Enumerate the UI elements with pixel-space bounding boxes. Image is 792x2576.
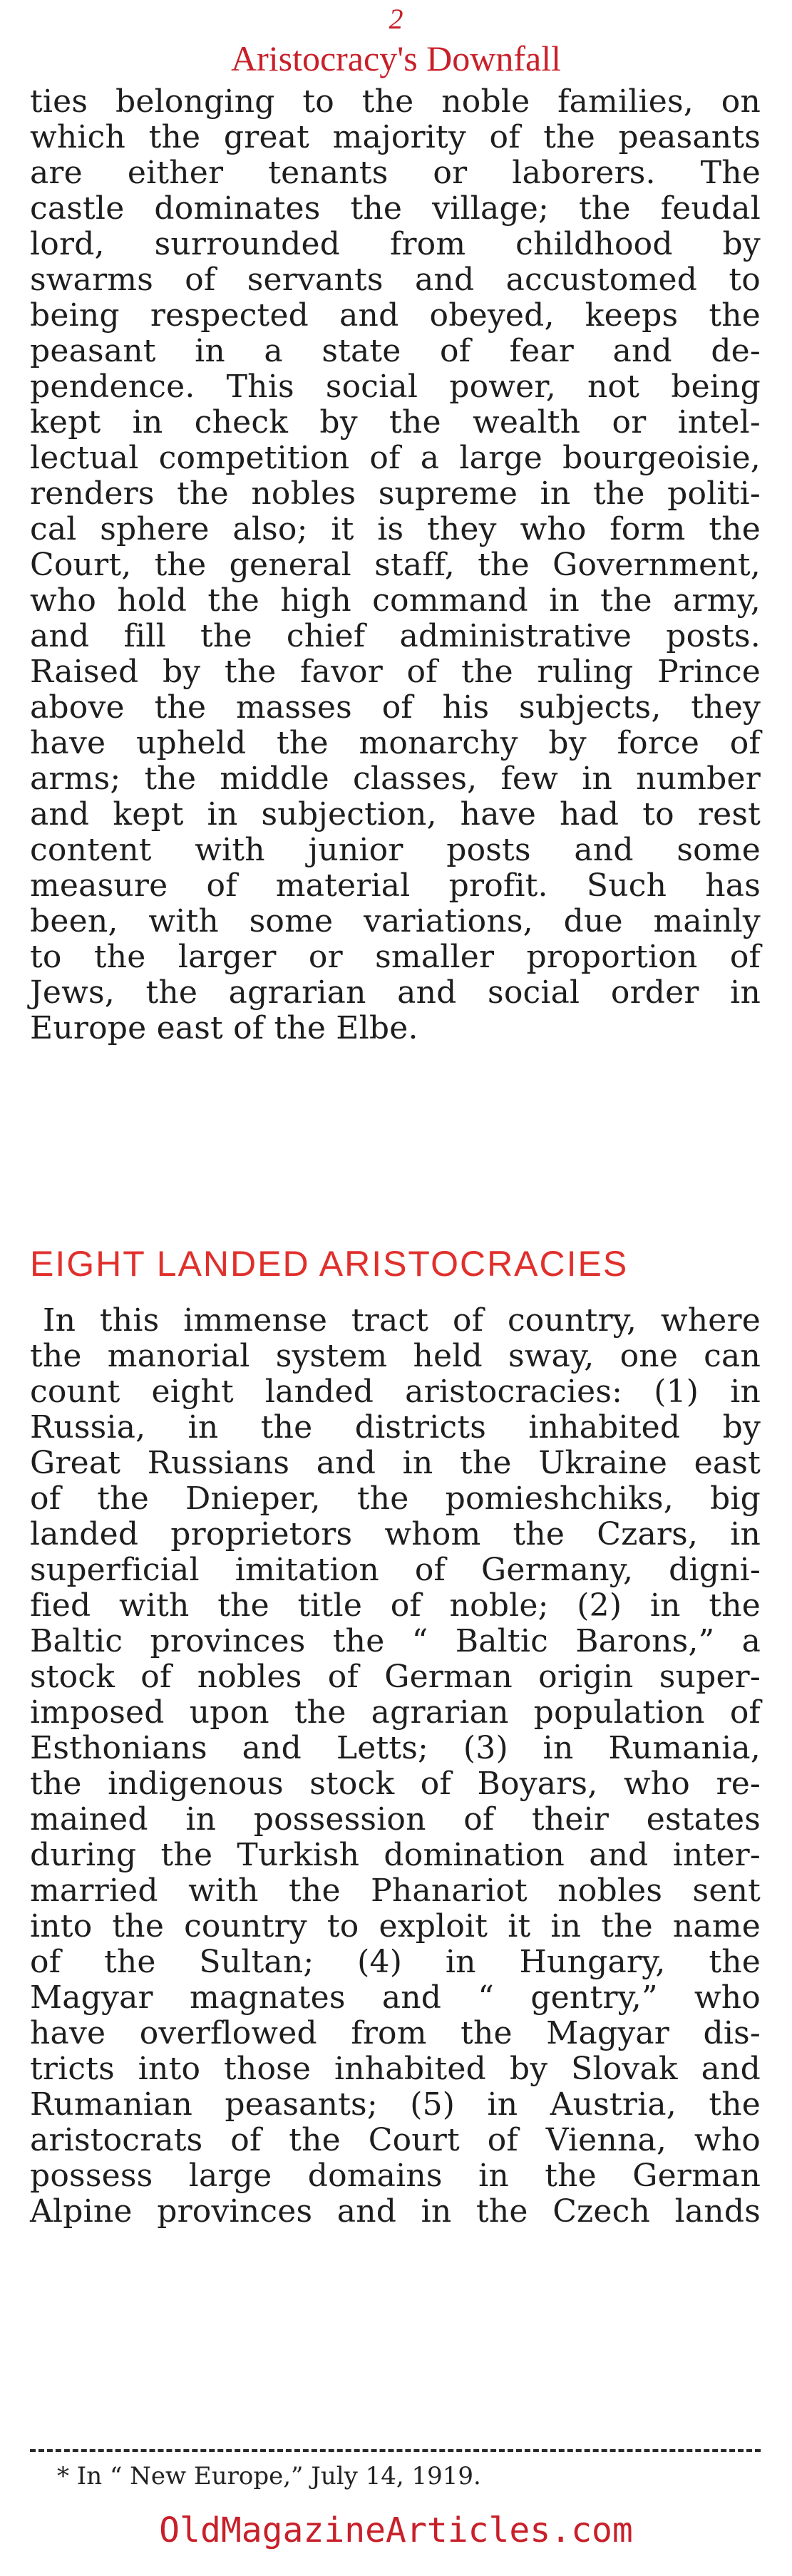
text-line: lectual competition of a large bourgeoisie, bbox=[30, 440, 761, 476]
text-line: kept in check by the wealth or intel- bbox=[30, 404, 761, 441]
text-line: In this immense tract of country, where bbox=[43, 1302, 761, 1339]
text-line: swarms of servants and accustomed to bbox=[30, 262, 761, 298]
text-line: fied with the title of noble; (2) in the bbox=[30, 1587, 761, 1624]
text-line: of the Dnieper, the pomieshchiks, big bbox=[30, 1480, 761, 1517]
text-line: Magyar magnates and “ gentry,” who bbox=[30, 1979, 761, 2016]
text-line: renders the nobles supreme in the politi- bbox=[30, 475, 761, 512]
text-line: castle dominates the village; the feudal bbox=[30, 190, 761, 227]
source-watermark: OldMagazineArticles.com bbox=[159, 2510, 633, 2550]
text-line: which the great majority of the peasants bbox=[30, 119, 761, 155]
section-heading: EIGHT LANDED ARISTOCRACIES bbox=[30, 1244, 629, 1284]
text-line: being respected and obeyed, keeps the bbox=[30, 297, 761, 334]
text-line: Jews, the agrarian and social order in bbox=[30, 974, 761, 1011]
text-line: peasant in a state of fear and de- bbox=[30, 333, 761, 369]
text-line: Raised by the favor of the ruling Prince bbox=[30, 654, 761, 690]
text-line: Russia, in the districts inhabited by bbox=[30, 1409, 761, 1446]
text-line: into the country to exploit it in the name bbox=[30, 1908, 761, 1944]
text-line: Court, the general staff, the Government, bbox=[30, 547, 761, 583]
text-line: during the Turkish domination and inter- bbox=[30, 1837, 761, 1873]
text-line: lord, surrounded from childhood by bbox=[30, 226, 761, 262]
text-line: Great Russians and in the Ukraine east bbox=[30, 1445, 761, 1481]
text-line: stock of nobles of German origin super- bbox=[30, 1659, 761, 1695]
text-line: possess large domains in the German bbox=[30, 2158, 761, 2194]
text-line: the manorial system held sway, one can bbox=[30, 1338, 761, 1374]
text-line: mained in possession of their estates bbox=[30, 1801, 761, 1838]
running-title: Aristocracy's Downfall bbox=[230, 38, 562, 78]
text-line: landed proprietors whom the Czars, in bbox=[30, 1516, 761, 1552]
text-line: content with junior posts and some bbox=[30, 832, 761, 868]
text-line: and kept in subjection, have had to rest bbox=[30, 796, 761, 833]
body-text-section-1 bbox=[30, 84, 761, 1046]
text-line: have overflowed from the Magyar dis- bbox=[30, 2015, 761, 2051]
page-number: 2 bbox=[389, 3, 403, 35]
text-line: aristocrats of the Court of Vienna, who bbox=[30, 2122, 761, 2158]
text-line: who hold the high command in the army, bbox=[30, 582, 761, 619]
text-line: to the larger or smaller proportion of bbox=[30, 939, 761, 975]
text-line: the indigenous stock of Boyars, who re- bbox=[30, 1766, 761, 1802]
body-text-section-2 bbox=[30, 1303, 761, 2230]
text-line: tricts into those inhabited by Slovak and bbox=[30, 2051, 761, 2087]
text-line: married with the Phanariot nobles sent bbox=[30, 1872, 761, 1909]
text-line: of the Sultan; (4) in Hungary, the bbox=[30, 1944, 761, 1980]
text-line: ties belonging to the noble families, on bbox=[30, 83, 761, 120]
text-line: Rumanian peasants; (5) in Austria, the bbox=[30, 2086, 761, 2123]
text-line: measure of material profit. Such has bbox=[30, 867, 761, 904]
text-line: above the masses of his subjects, they bbox=[30, 689, 761, 726]
text-line: cal sphere also; it is they who form the bbox=[30, 511, 761, 547]
text-line: Alpine provinces and in the Czech lands bbox=[30, 2193, 761, 2230]
footnote: * In “ New Europe,” July 14, 1919. bbox=[57, 2462, 481, 2490]
text-line: are either tenants or laborers. The bbox=[30, 155, 761, 191]
text-line: superficial imitation of Germany, digni- bbox=[30, 1552, 761, 1588]
text-line: Europe east of the Elbe. bbox=[30, 1010, 418, 1046]
text-line: been, with some variations, due mainly bbox=[30, 903, 761, 939]
text-line: have upheld the monarchy by force of bbox=[30, 725, 761, 761]
text-line: and fill the chief administrative posts. bbox=[30, 618, 761, 654]
text-line: arms; the middle classes, few in number bbox=[30, 761, 761, 797]
text-line: imposed upon the agrarian population of bbox=[30, 1694, 761, 1731]
text-line: pendence. This social power, not being bbox=[30, 369, 761, 405]
text-line: count eight landed aristocracies: (1) in bbox=[30, 1374, 761, 1410]
footnote-divider bbox=[30, 2449, 761, 2452]
text-line: Baltic provinces the “ Baltic Barons,” a bbox=[30, 1623, 761, 1659]
text-line: Esthonians and Letts; (3) in Rumania, bbox=[30, 1730, 761, 1766]
